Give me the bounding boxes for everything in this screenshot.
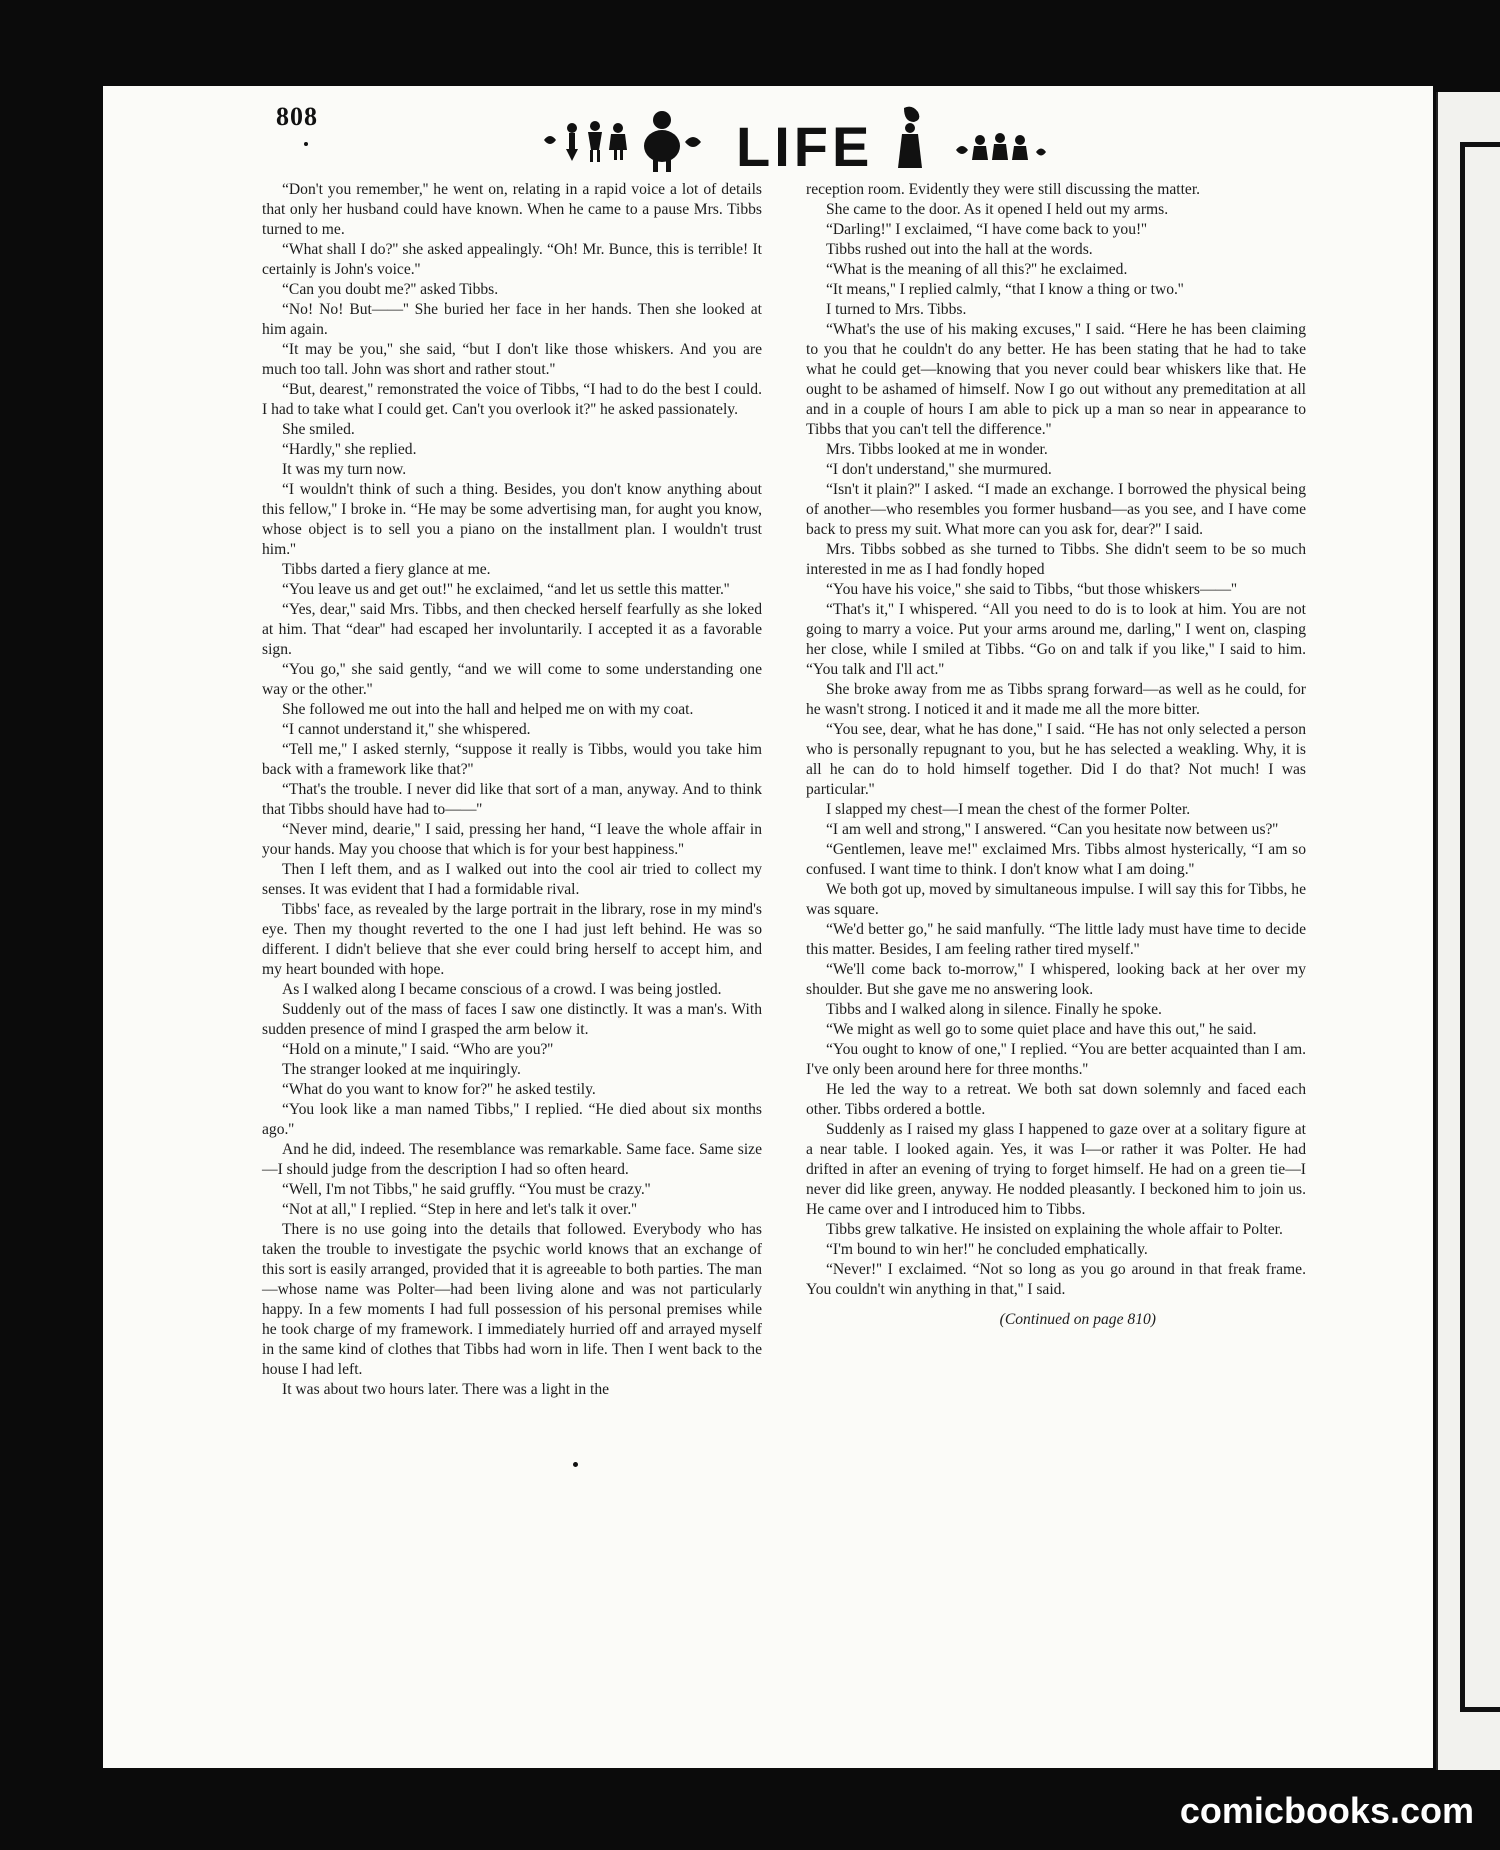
paragraph: She came to the door. As it opened I held out my arms. [826,201,1169,218]
print-speck [304,142,308,146]
paragraph: “Isn't it plain?'' I asked. “I made an exchange. I borrowed the physical being of another—who resembles you former husband—as you see, and I have come back to press my suit. What more can you ask for, dear?'' I said. [806,481,1306,538]
paragraph: Tibbs grew talkative. He insisted on explaining the whole affair to Polter. [826,1221,1283,1238]
paragraph: “It means,'' I replied calmly, “that I know a thing or two.'' [826,281,1184,298]
paragraph: Tibbs rushed out into the hall at the words. [826,241,1093,258]
paragraph: “Hardly,'' she replied. [282,441,417,458]
paragraph: “Well, I'm not Tibbs,'' he said gruffly. “You must be crazy.'' [282,1181,651,1198]
paragraph: And he did, indeed. The resemblance was remarkable. Same face. Same size—I should judge from the description I had so often heard. [262,1141,762,1178]
adjacent-page-edge [1436,92,1500,1770]
paragraph: “Darling!'' I exclaimed, “I have come back to you!'' [826,221,1147,238]
paragraph: I slapped my chest—I mean the chest of the former Polter. [826,801,1191,818]
paragraph: “That's it,'' I whispered. “All you need to do is to look at him. You are not going to marry a voice. Put your arms around me, darling,'' I went on, clasping her close, while I smiled at Tibbs. “Go on and talk if you like,'' I said to him. “You talk and I'll act.'' [806,601,1306,678]
paragraph: The stranger looked at me inquiringly. [282,1061,521,1078]
paragraph: “We'd better go,'' he said manfully. “The little lady must have time to decide this matter. Besides, I am feeling rather tired myself.'' [806,921,1306,958]
paragraph: Tibbs darted a fiery glance at me. [282,561,491,578]
paragraph: It was my turn now. [282,461,407,478]
page-number: 808 [276,102,318,131]
paragraph: “What's the use of his making excuses,'' I said. “Here he has been claiming to you that he couldn't do any better. He has been stating that he had to take what he could get—knowing that you never could bear whiskers like that. He ought to be ashamed of himself. Now I go out without any premeditation at all and in a couple of hours I am able to pick up a man so near in appearance to Tibbs that you can't tell the difference.'' [806,321,1306,438]
paragraph: “Yes, dear,'' said Mrs. Tibbs, and then checked herself fearfully as she loked at him. That “dear'' had escaped her involuntarily. I accepted it as a favorable sign. [262,601,762,658]
print-speck [573,1462,578,1467]
paragraph: We both got up, moved by simultaneous impulse. I will say this for Tibbs, he was square. [806,881,1306,918]
paragraph: “That's the trouble. I never did like that sort of a man, anyway. And to think that Tibbs should have had to——'' [262,781,762,818]
paragraph: “What is the meaning of all this?'' he exclaimed. [826,261,1128,278]
paragraph: Tibbs and I walked along in silence. Finally he spoke. [826,1001,1162,1018]
masthead-title: LIFE [736,115,874,178]
paragraph: “You go,'' she said gently, “and we will come to some understanding one way or the other.'' [262,661,762,698]
paragraph: “I wouldn't think of such a thing. Besides, you don't know anything about this fellow,'' I broke in. “He may be some advertising man, for aught you know, whose object is to sell you a piano on the installment plan. I wouldn't trust him.'' [262,481,762,558]
left-text-column [262,180,762,1400]
right-text-column [806,180,1306,1330]
paragraph: “Tell me,'' I asked sternly, “suppose it really is Tibbs, would you take him back with a framework like that?'' [262,741,762,778]
paragraph: Then I left them, and as I walked out into the cool air tried to collect my senses. It was evident that I had a formidable rival. [262,861,762,898]
paragraph: “Not at all,'' I replied. “Step in here and let's talk it over.'' [282,1201,637,1218]
paragraph: “You look like a man named Tibbs,'' I replied. “He died about six months ago.'' [262,1101,762,1138]
paragraph: Mrs. Tibbs looked at me in wonder. [826,441,1048,458]
paragraph: Suddenly as I raised my glass I happened to gaze over at a solitary figure at a near table. I looked again. Yes, it was I—or rather it was Polter. He had drifted in after an evening of trying to forget himself. He had on a green tie—I never did like green, anyway. He nodded pleasantly. I beckoned him to join us. He came over and I introduced him to Tibbs. [806,1121,1306,1218]
paragraph: As I walked along I became conscious of a crowd. I was being jostled. [282,981,722,998]
paragraph: Mrs. Tibbs sobbed as she turned to Tibbs. She didn't seem to be so much interested in me as I had fondly hoped [806,541,1306,578]
paragraph: Suddenly out of the mass of faces I saw one distinctly. It was a man's. With sudden presence of mind I grasped the arm below it. [262,1001,762,1038]
paragraph: There is no use going into the details that followed. Everybody who has taken the trouble to investigate the psychic world knows that an exchange of this sort is easily arranged, provided that it is agreeable to both parties. The man—whose name was Polter—had been living alone and was not particularly happy. In a few moments I had full possession of his personal premises while he took charge of my framework. I immediately hurried off and arrayed myself in the same kind of clothes that Tibbs had worn in life. Then I went back to the house I had left. [262,1221,762,1378]
paragraph: “No! No! But——'' She buried her face in her hands. Then she looked at him again. [262,301,762,338]
paragraph: “You ought to know of one,'' I replied. “You are better acquainted than I am. I've only been around here for three months.'' [806,1041,1306,1078]
paragraph: “You see, dear, what he has done,'' I said. “He has not only selected a person who is personally repugnant to you, but he has selected a weakling. Why, it is all he can do to hold himself together. Did I do that? Not much! I was particular.'' [806,721,1306,798]
paragraph: “Can you doubt me?'' asked Tibbs. [282,281,499,298]
paragraph: She broke away from me as Tibbs sprang forward—as well as he could, for he wasn't strong. I noticed it and it made me all the more bitter. [806,681,1306,718]
paragraph: “But, dearest,'' remonstrated the voice of Tibbs, “I had to do the best I could. I had to take what I could get. Can't you overlook it?'' he asked passionately. [262,381,762,418]
site-watermark: comicbooks.com [1179,1790,1474,1831]
paragraph: Tibbs' face, as revealed by the large portrait in the library, rose in my mind's eye. Then my thought reverted to the one I had just left behind. He was so different. I didn't believe that she ever could bring herself to accept him, and my heart bounded with hope. [262,901,762,978]
paragraph: “I cannot understand it,'' she whispered. [282,721,531,738]
paragraph: “Never!'' I exclaimed. “Not so long as you go around in that freak frame. You couldn't win anything in that,'' I said. [806,1261,1306,1298]
adjacent-page-frame [1460,142,1500,1712]
paragraph: It was about two hours later. There was a light in the [282,1381,610,1398]
paragraph: “I am well and strong,'' I answered. “Can you hesitate now between us?'' [826,821,1279,838]
dancing-figures-ornament [540,106,730,176]
paragraph: “I don't understand,'' she murmured. [826,461,1052,478]
continued-note: (Continued on page 810) [999,1311,1156,1328]
paragraph: “Gentlemen, leave me!'' exclaimed Mrs. Tibbs almost hysterically, “I am so confused. I want time to think. I don't know what I am doing.'' [806,841,1306,878]
paragraph: “We might as well go to some quiet place and have this out,'' he said. [826,1021,1257,1038]
paragraph: She smiled. [282,421,355,438]
paragraph: “Never mind, dearie,'' I said, pressing her hand, “I leave the whole affair in your hands. May you choose that which is for your best happiness.'' [262,821,762,858]
paragraph: “What shall I do?'' she asked appealingly. “Oh! Mr. Bunce, this is terrible! It certainly is John's voice.'' [262,241,762,278]
paragraph: “It may be you,'' she said, “but I don't like those whiskers. And you are much too tall. John was short and rather stout.'' [262,341,762,378]
paragraph: reception room. Evidently they were still discussing the matter. [806,181,1201,198]
walking-figures-ornament [890,106,1060,176]
masthead [540,106,1060,180]
paragraph: He led the way to a retreat. We both sat down solemnly and faced each other. Tibbs ordered a bottle. [806,1081,1306,1118]
paragraph: “What do you want to know for?'' he asked testily. [282,1081,596,1098]
paragraph: “You have his voice,'' she said to Tibbs, “but those whiskers——'' [826,581,1237,598]
paragraph: I turned to Mrs. Tibbs. [826,301,967,318]
paragraph: “You leave us and get out!'' he exclaimed, “and let us settle this matter.'' [282,581,730,598]
paragraph: She followed me out into the hall and helped me on with my coat. [282,701,694,718]
paragraph: “Hold on a minute,'' I said. “Who are you?'' [282,1041,554,1058]
paragraph: “We'll come back to-morrow,'' I whispered, looking back at her over my shoulder. But she gave me no answering look. [806,961,1306,998]
paragraph: “I'm bound to win her!'' he concluded emphatically. [826,1241,1148,1258]
paragraph: “Don't you remember,'' he went on, relating in a rapid voice a lot of details that only her husband could have known. When he came to a pause Mrs. Tibbs turned to me. [262,181,762,238]
